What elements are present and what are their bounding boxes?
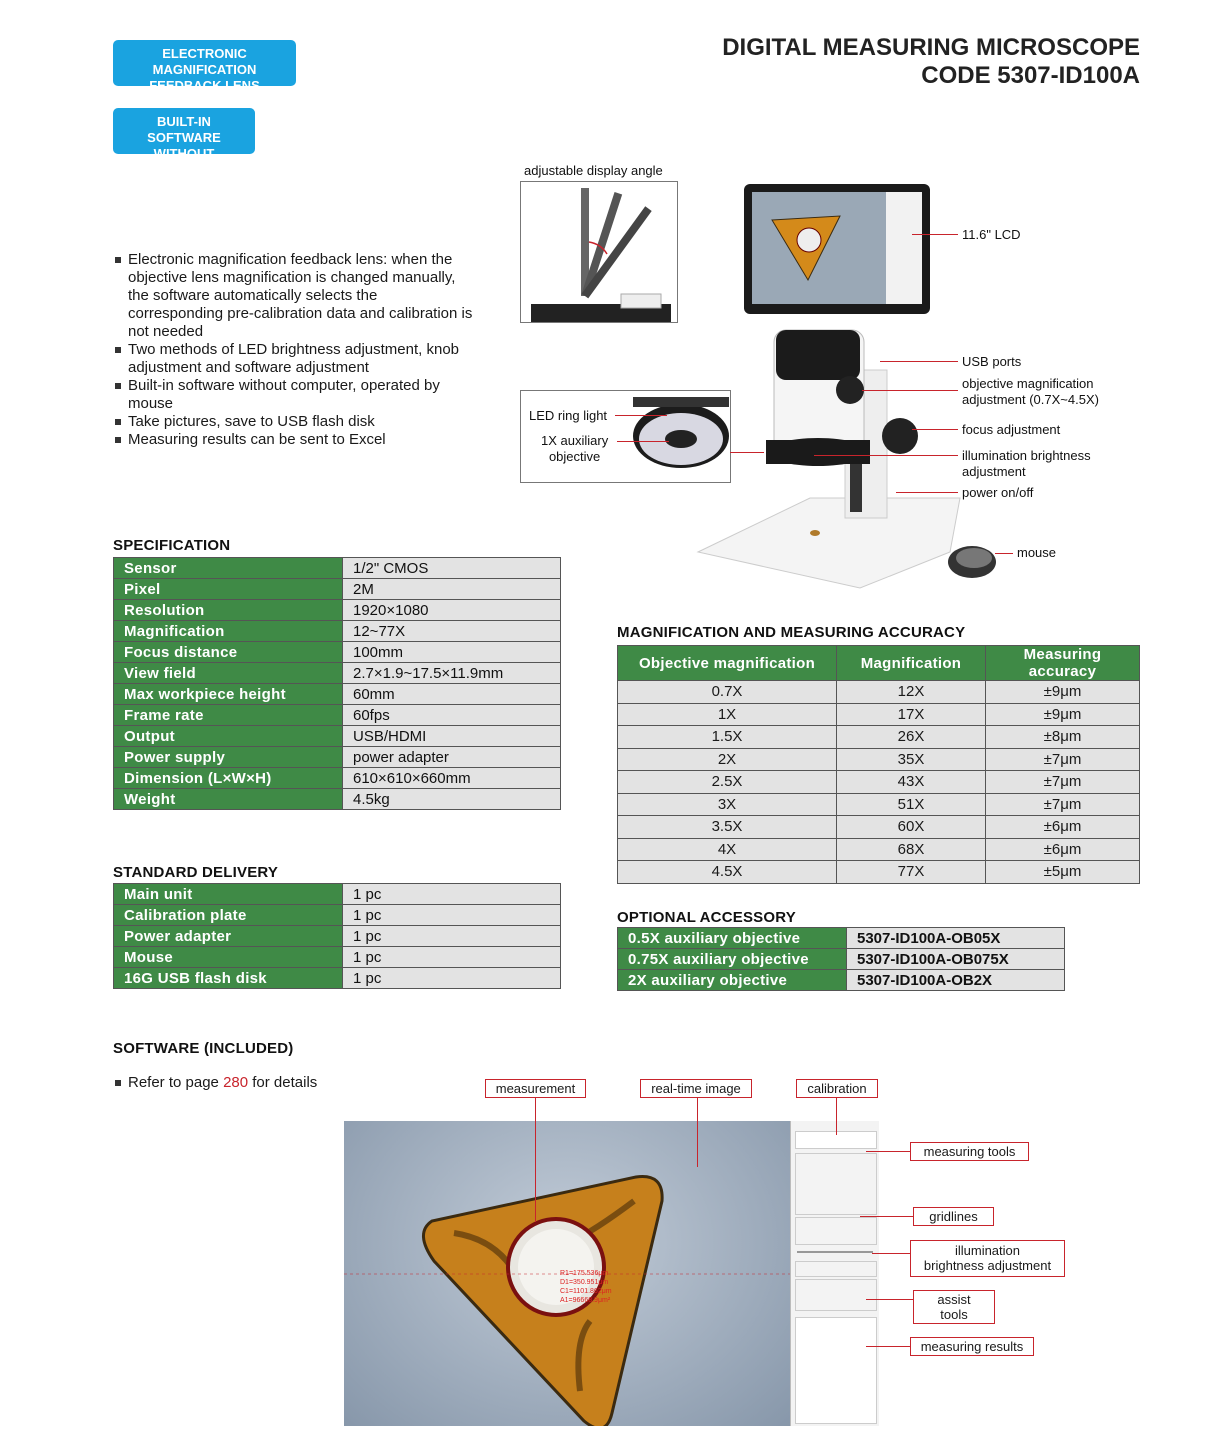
magnification-row xyxy=(618,816,1140,839)
callout-illumination xyxy=(910,1240,1065,1277)
aux-objective-label xyxy=(541,433,608,465)
feature-item: Measuring results can be sent to Excel xyxy=(113,431,473,449)
overlay-line: D1=350.951μm xyxy=(560,1279,609,1286)
objective-cell: 3.5X xyxy=(618,816,837,839)
magnification-cell: 77X xyxy=(837,861,986,884)
accuracy-cell: ±6μm xyxy=(986,838,1140,861)
optional-value: 5307-ID100A-OB2X xyxy=(847,970,1065,991)
delivery-value: 1 pc xyxy=(343,947,561,968)
specification-value: power adapter xyxy=(343,747,561,768)
software-refer xyxy=(113,1074,317,1091)
software-screenshot xyxy=(344,1121,879,1426)
specification-key: Output xyxy=(114,726,343,747)
overlay-line: A1=96668.9μm² xyxy=(560,1297,611,1304)
specification-row xyxy=(114,705,561,726)
callout-assist-tools: assist tools xyxy=(913,1290,995,1324)
specification-key: View field xyxy=(114,663,343,684)
aux-objective-line: 1X auxiliary xyxy=(541,433,609,448)
specification-row xyxy=(114,621,561,642)
specification-key: Resolution xyxy=(114,600,343,621)
badge-line: BUILT-IN SOFTWARE xyxy=(147,114,221,145)
delivery-key: Mouse xyxy=(114,947,343,968)
magnification-cell: 43X xyxy=(837,771,986,794)
objective-cell: 1X xyxy=(618,703,837,726)
delivery-row xyxy=(114,905,561,926)
overlay-line: C1=1101.862μm xyxy=(560,1288,612,1295)
specification-row xyxy=(114,726,561,747)
magnification-cell: 17X xyxy=(837,703,986,726)
objective-cell: 0.7X xyxy=(618,681,837,704)
delivery-row xyxy=(114,947,561,968)
page-title xyxy=(722,34,1140,90)
specification-row xyxy=(114,579,561,600)
accuracy-cell: ±9μm xyxy=(986,703,1140,726)
magnification-table xyxy=(617,645,1140,884)
accuracy-cell: ±7μm xyxy=(986,748,1140,771)
magnification-row xyxy=(618,793,1140,816)
specification-row xyxy=(114,768,561,789)
optional-row xyxy=(618,928,1065,949)
usb-ports-label: USB ports xyxy=(962,354,1022,369)
mouse-label: mouse xyxy=(1017,545,1057,560)
delivery-value: 1 pc xyxy=(343,926,561,947)
callout-line: illumination xyxy=(954,1243,1021,1258)
optional-table xyxy=(617,927,1065,991)
specification-value: 60mm xyxy=(343,684,561,705)
objective-cell: 2.5X xyxy=(618,771,837,794)
display-angle-inset xyxy=(520,181,678,323)
specification-key: Focus distance xyxy=(114,642,343,663)
power-label: power on/off xyxy=(962,485,1034,500)
magnification-title: MAGNIFICATION AND MEASURING ACCURACY xyxy=(617,624,966,641)
objective-magnification-label xyxy=(962,376,1099,408)
specification-value: 2M xyxy=(343,579,561,600)
label-line: adjustment xyxy=(962,464,1026,479)
magnification-cell: 68X xyxy=(837,838,986,861)
badge-builtin-software xyxy=(113,108,255,177)
callout-measurement: measurement xyxy=(485,1079,586,1098)
delivery-title: STANDARD DELIVERY xyxy=(113,864,279,881)
callout-line: brightness adjustment xyxy=(923,1258,1052,1273)
specification-value: 1920×1080 xyxy=(343,600,561,621)
specification-key: Magnification xyxy=(114,621,343,642)
feature-item: Built-in software without computer, operated by mouse xyxy=(113,377,473,413)
badge-line: ELECTRONIC MAGNIFICATION xyxy=(152,46,257,77)
specification-row xyxy=(114,600,561,621)
feature-item: Take pictures, save to USB flash disk xyxy=(113,413,473,431)
specification-table xyxy=(113,557,561,810)
delivery-key: Main unit xyxy=(114,884,343,905)
badge-line: WITHOUT COMPUTER xyxy=(146,146,222,177)
magnification-row xyxy=(618,771,1140,794)
feature-list xyxy=(113,251,473,449)
delivery-row xyxy=(114,884,561,905)
optional-value: 5307-ID100A-OB075X xyxy=(847,949,1065,970)
delivery-table xyxy=(113,883,561,989)
specification-row xyxy=(114,663,561,684)
accuracy-cell: ±6μm xyxy=(986,816,1140,839)
specification-key: Frame rate xyxy=(114,705,343,726)
display-angle-label: adjustable display angle xyxy=(524,163,663,178)
led-ring-label: LED ring light xyxy=(529,408,608,423)
measurement-overlay xyxy=(560,1269,612,1305)
magnification-row xyxy=(618,703,1140,726)
software-side-panel xyxy=(790,1121,879,1426)
accuracy-cell: ±5μm xyxy=(986,861,1140,884)
magnification-row xyxy=(618,838,1140,861)
focus-adjustment-label: focus adjustment xyxy=(962,422,1061,437)
realtime-image xyxy=(344,1121,790,1426)
callout-measuring-tools: measuring tools xyxy=(910,1142,1029,1161)
delivery-row xyxy=(114,968,561,989)
specification-row xyxy=(114,642,561,663)
specification-key: Dimension (L×W×H) xyxy=(114,768,343,789)
optional-key: 2X auxiliary objective xyxy=(618,970,847,991)
magnification-row xyxy=(618,861,1140,884)
label-line: adjustment (0.7X~4.5X) xyxy=(962,392,1099,407)
objective-cell: 3X xyxy=(618,793,837,816)
magnification-cell: 51X xyxy=(837,793,986,816)
optional-key: 0.5X auxiliary objective xyxy=(618,928,847,949)
objective-cell: 2X xyxy=(618,748,837,771)
magnification-cell: 60X xyxy=(837,816,986,839)
refer-text: Refer to page xyxy=(128,1074,224,1091)
magnification-row xyxy=(618,748,1140,771)
optional-value: 5307-ID100A-OB05X xyxy=(847,928,1065,949)
mag-header-objective: Objective magnification xyxy=(618,646,837,681)
aux-objective-line: objective xyxy=(548,449,601,464)
specification-value: USB/HDMI xyxy=(343,726,561,747)
optional-row xyxy=(618,970,1065,991)
specification-row xyxy=(114,558,561,579)
magnification-cell: 35X xyxy=(837,748,986,771)
objective-cell: 4.5X xyxy=(618,861,837,884)
specification-value: 4.5kg xyxy=(343,789,561,810)
callout-measuring-results: measuring results xyxy=(910,1337,1034,1356)
feature-item: Two methods of LED brightness adjustment, knob adjustment and software adjustment xyxy=(113,341,473,377)
mag-header-accuracy: Measuring accuracy xyxy=(986,646,1140,681)
product-code: CODE 5307-ID100A xyxy=(921,62,1140,89)
specification-key: Max workpiece height xyxy=(114,684,343,705)
specification-row xyxy=(114,684,561,705)
overlay-line: R1=175.536μm xyxy=(560,1270,609,1277)
feature-item: Electronic magnification feedback lens: when the objective lens magnification is changed manually, the software automatically selects the corresponding pre-calibration data and calibration is not needed xyxy=(113,251,473,341)
magnification-cell: 26X xyxy=(837,726,986,749)
specification-key: Weight xyxy=(114,789,343,810)
magnification-row xyxy=(618,681,1140,704)
specification-key: Pixel xyxy=(114,579,343,600)
lcd-label: 11.6" LCD xyxy=(962,227,1021,242)
delivery-value: 1 pc xyxy=(343,905,561,926)
callout-gridlines: gridlines xyxy=(913,1207,994,1226)
delivery-row xyxy=(114,926,561,947)
specification-key: Power supply xyxy=(114,747,343,768)
delivery-key: 16G USB flash disk xyxy=(114,968,343,989)
delivery-key: Calibration plate xyxy=(114,905,343,926)
illumination-adjustment-label xyxy=(962,448,1091,480)
refer-page-link[interactable]: 280 xyxy=(223,1074,249,1091)
delivery-key: Power adapter xyxy=(114,926,343,947)
magnification-row xyxy=(618,726,1140,749)
label-line: objective magnification xyxy=(962,376,1094,391)
title-line: DIGITAL MEASURING MICROSCOPE xyxy=(722,34,1140,61)
callout-realtime-image: real-time image xyxy=(640,1079,752,1098)
accuracy-cell: ±7μm xyxy=(986,793,1140,816)
delivery-value: 1 pc xyxy=(343,884,561,905)
accuracy-cell: ±8μm xyxy=(986,726,1140,749)
software-title: SOFTWARE (INCLUDED) xyxy=(113,1040,294,1057)
accuracy-cell: ±7μm xyxy=(986,771,1140,794)
specification-row xyxy=(114,747,561,768)
objective-cell: 1.5X xyxy=(618,726,837,749)
badge-magnification-feedback xyxy=(113,40,296,93)
specification-value: 60fps xyxy=(343,705,561,726)
specification-row xyxy=(114,789,561,810)
callout-calibration: calibration xyxy=(796,1079,878,1098)
delivery-value: 1 pc xyxy=(343,968,561,989)
optional-key: 0.75X auxiliary objective xyxy=(618,949,847,970)
accuracy-cell: ±9μm xyxy=(986,681,1140,704)
display-angle-illustration xyxy=(521,182,677,322)
optional-title: OPTIONAL ACCESSORY xyxy=(617,909,796,926)
badge-line: FEEDBACK LENS xyxy=(149,78,260,93)
specification-key: Sensor xyxy=(114,558,343,579)
specification-value: 1/2" CMOS xyxy=(343,558,561,579)
specification-value: 2.7×1.9~17.5×11.9mm xyxy=(343,663,561,684)
specification-value: 610×610×660mm xyxy=(343,768,561,789)
mag-header-magnification: Magnification xyxy=(837,646,986,681)
label-line: illumination brightness xyxy=(962,448,1091,463)
magnification-cell: 12X xyxy=(837,681,986,704)
specification-value: 100mm xyxy=(343,642,561,663)
specification-title: SPECIFICATION xyxy=(113,537,231,554)
optional-row xyxy=(618,949,1065,970)
objective-cell: 4X xyxy=(618,838,837,861)
specification-value: 12~77X xyxy=(343,621,561,642)
refer-text: for details xyxy=(248,1074,318,1091)
